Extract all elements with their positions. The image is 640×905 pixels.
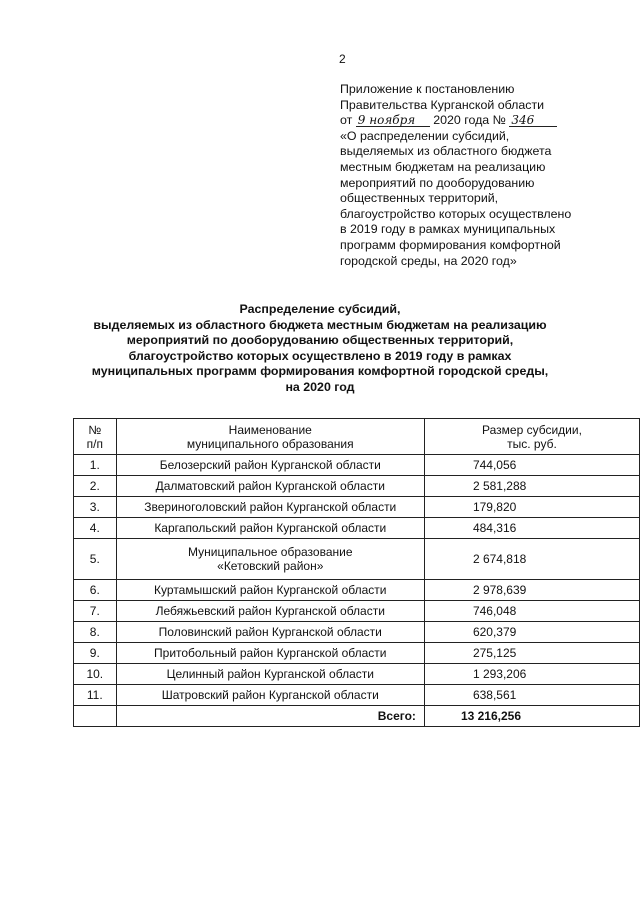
total-empty-cell (74, 706, 117, 727)
header-num-line: № (88, 422, 102, 437)
row-municipality (116, 664, 424, 685)
municipality-name-line: Звериноголовский район Курганской области (144, 500, 397, 514)
appendix-title-line: «О распределении субсидий, (340, 128, 510, 143)
table-row (74, 580, 640, 601)
header-amount-line: тыс. руб. (507, 436, 557, 451)
row-amount: 275,125 (424, 643, 639, 664)
row-number: 11. (74, 685, 117, 706)
header-name (116, 419, 424, 455)
document-title (70, 302, 570, 396)
table-row (74, 685, 640, 706)
header-amount-line: Размер субсидии, (482, 422, 582, 437)
header-num-line: п/п (86, 436, 103, 451)
table-row (74, 518, 640, 539)
row-number: 9. (74, 643, 117, 664)
total-amount: 13 216,256 (424, 706, 639, 727)
row-municipality (116, 601, 424, 622)
subsidy-table (73, 418, 640, 727)
header-name-line: муниципального образования (186, 436, 354, 451)
row-amount: 638,561 (424, 685, 639, 706)
appendix-title-line: выделяемых из областного бюджета (340, 144, 552, 159)
header-name-line: Наименование (228, 422, 312, 437)
appendix-title-line: городской среды, на 2020 год» (340, 253, 517, 268)
appendix-line-1: Приложение к постановлению (340, 82, 515, 96)
row-number: 3. (74, 497, 117, 518)
municipality-name-line: Белозерский район Курганской области (159, 458, 381, 472)
municipality-name-line: Каргапольский район Курганской области (154, 521, 387, 535)
row-municipality (116, 497, 424, 518)
row-amount: 484,316 (424, 518, 639, 539)
handwritten-date: 9 ноября (356, 114, 430, 127)
row-municipality (116, 643, 424, 664)
appendix-line-2: Правительства Курганской области (340, 97, 545, 112)
table-row (74, 601, 640, 622)
appendix-date-line (340, 113, 610, 129)
row-number: 2. (74, 476, 117, 497)
row-amount: 2 674,818 (424, 539, 639, 580)
total-label: Всего: (116, 706, 424, 727)
document-title-line: мероприятий по дооборудованию общественных территорий, (126, 333, 514, 348)
municipality-name-line: Притобольный район Курганской области (154, 646, 387, 660)
row-amount: 746,048 (424, 601, 639, 622)
row-municipality (116, 476, 424, 497)
row-amount: 1 293,206 (424, 664, 639, 685)
document-title-line: муниципальных программ формирования комфортной городской среды, (91, 364, 549, 379)
row-number: 1. (74, 455, 117, 476)
total-row (74, 706, 640, 727)
municipality-name-line: Куртамышский район Курганской области (154, 583, 387, 597)
table-row (74, 539, 640, 580)
document-title-line: благоустройство которых осуществлено в 2019 году в рамках (128, 348, 512, 363)
table-header-row (74, 419, 640, 455)
municipality-name-line: Целинный район Курганской области (166, 667, 374, 681)
row-number: 10. (74, 664, 117, 685)
municipality-name-line: Шатровский район Курганской области (161, 688, 379, 702)
row-amount: 620,379 (424, 622, 639, 643)
municipality-name-line: Лебяжьевский район Курганской области (155, 604, 385, 618)
row-number: 7. (74, 601, 117, 622)
table-row (74, 664, 640, 685)
appendix-from-prefix: от (340, 113, 353, 128)
row-municipality (116, 685, 424, 706)
appendix-title-line: программ формирования комфортной (340, 237, 561, 252)
appendix-title-line: общественных территорий, (340, 191, 499, 206)
page-number: 2 (339, 52, 346, 66)
appendix-title-line: в 2019 году в рамках муниципальных (340, 222, 556, 237)
municipality-name-line: Половинский район Курганской области (158, 625, 382, 639)
table-row (74, 455, 640, 476)
municipality-name-line: Муниципальное образование (188, 545, 353, 559)
appendix-title (340, 129, 610, 269)
row-amount: 2 978,639 (424, 580, 639, 601)
table-row (74, 497, 640, 518)
header-amount (424, 419, 639, 455)
table-body (74, 455, 640, 727)
row-municipality (116, 622, 424, 643)
appendix-title-line: местным бюджетам на реализацию (340, 159, 546, 174)
municipality-name-line: «Кетовский район» (217, 559, 324, 573)
row-number: 4. (74, 518, 117, 539)
table-row (74, 622, 640, 643)
header-num (74, 419, 117, 455)
document-title-line: на 2020 год (285, 379, 355, 394)
appendix-title-line: мероприятий по дооборудованию (340, 175, 535, 190)
row-number: 6. (74, 580, 117, 601)
municipality-name-line: Далматовский район Курганской области (155, 479, 385, 493)
appendix-block (340, 82, 610, 269)
row-municipality (116, 518, 424, 539)
row-amount: 179,820 (424, 497, 639, 518)
row-number: 5. (74, 539, 117, 580)
row-municipality (116, 455, 424, 476)
document-title-line: Распределение субсидий, (239, 302, 401, 316)
row-number: 8. (74, 622, 117, 643)
handwritten-number: 346 (509, 114, 557, 127)
table-row (74, 643, 640, 664)
appendix-title-line: благоустройство которых осуществлено (340, 206, 572, 221)
row-municipality (116, 539, 424, 580)
appendix-year-text: 2020 года № (433, 113, 506, 128)
row-amount: 2 581,288 (424, 476, 639, 497)
document-title-line: выделяемых из областного бюджета местным бюджетам на реализацию (93, 317, 547, 332)
table-row (74, 476, 640, 497)
row-amount: 744,056 (424, 455, 639, 476)
row-municipality (116, 580, 424, 601)
